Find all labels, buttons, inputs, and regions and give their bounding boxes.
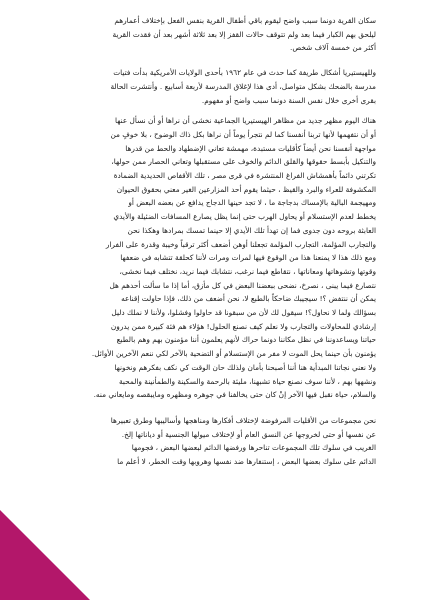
paragraph-3: هناك اليوم مظهر جديد من مظاهر الهيستيريا الجماعية نخشى أن نراها أو أن نسأل عنها أو أن نتفهمها لأنها تربنا أنفسنا كما لم نتجرأ يوماً أن نراها بكل ذاك الوضوح ، بلا خوفٍ من مواجهة أنفسنا نحن أيضاً كأقليات مستبدة، مهمشة تعاني الإضطهاد والحط من قدرها والتنكيل بأبسط حقوقها والقلق الدائم والخوف على مستقبلها وتعاني الحصار ممن حولها، تكرتني دائماً بأهمشاش الفراغ المنتشرة في قرى مصر ، تلك الأقفاص الحديدية الضمادة المكشوفة للعراء والبرد والقيظ ، حيثما يقوم أحد المزارعين الغير معني بحقوق الحيوان ومهيجمة البالية بالإمساك بدجاجة ما ، لا تجد حينها الدجاج يدافع عن بعضه البعض أو يخطط لعدم الإستسلام أو يحاول الهرب حتى إنما يظل يصارع المسافات الضئيلة والأيدي العابثة بروحه دون جدوى فما إن تهدأ تلك الأيدي إلا حينما تمسك بمرادها وهكذا نحن والتجارب المؤلمة، التجارب المؤلمة تجعلنا أوهن أضعف أكثر ترقباً وخيبة وقدرة على الفرار ومع ذلك هذا لا يمنعنا هذا من الوقوع فيها لمرات ومرات لأننا كحلقة تتشابه في ضعفها وقوتها وتشوهاتها ومعاناتها ، نتقاطع فيما نرغب، نتشابك فيما نريد، نختلف فيما نخشى، نتصارع فيما يبنى ، نصرخ، نضحى ببعضنا البعض في كل مأزق، أما إذا ما سألت أحدهم هل يمكن أن ننتفض ؟! سيجيبك ضاحكاً بالطبع لا، نحن أضعف من ذلك، فإذا حاولت إقناعه بسؤالك ولما لا نحاول؟! سيقول لك لأن من سبقونا قد حاولوا وفشلوا، ولأننا لا نملك دليل إرشادي للمحاولات والتجارب ولا نعلم كيف نصنع الحلول! هؤلاء هم فئة كبيرة ممن يدرون حياتنا ويساعدوننا في نظل مكاننا دونما حراك لأنهم يعلمون أننا مؤمنون بهم وهم بالطبع يؤمنون بأن حينما يحل الموت لا مفر من الإستسلام أو التضحية بالآخر لكي ننعم الآخرين الأوائل. ولا نعني نجاتنا المبدأية هنا أننا أصبحنا بأمان ولذلك حان الوقت كي نكف بفكرهم ونخونها ونشهها بهم ، لأننا سوف نصنع حياة تشبهنا، مليئة بالرحمة والسكينة والطمأنينة والمحبة والسلام، حياة نقبل فيها الآخر إنْ كان حتى يخالفنا في جوهره ومظهره ومايبقصه ومايعاني منه. [91,116,376,400]
paragraph-2: وللهيستيريا أشكال طريفة كما حدث في عام ١٩٦٢ بأحدى الولايات الأمريكية بدأت فتيات مدرسة بالضحك بشكل متواصل، أدى هذا لإغلاق المدرسة لأربعة أسابيع . وأنتشرت الحالة بقرى أخرى خلال نفس السنة دونما سبب واضح أو مفهوم. [110,68,376,105]
paragraph-1: سكان القرية دونما سبب واضح ليقوم باقي أطفال القرية بنفس الفعل بإختلاف أعمارهم ليلحق بهم الكبار فيما بعد ولم تتوقف حالات القفز إلا بعد ثلاثة أشهر بعد أن فقدت القرية أكثر من خمسة آلاف شخص. [112,16,376,53]
decorative-corner-triangle [0,510,90,600]
paragraph-4: نحن مجموعات من الأقليات المرفوضة لإختلاف أفكارها ومناهجها وأساليبها وطرق تعبيرها عن نفسها أو حتى لخروجها عن النسق العام أو لإختلاف ميولها الجنسية أو دياناتها إلخ. الغريب في سلوك تلك المجموعات تناحرها ورفضها الدائم لبعضها البعض ، فجومها الدائم على سلوك بعضها البعض ، إستنفارها ضد نفسها وهروبها وقت الخطر، لا أعلم ما [110,415,376,467]
